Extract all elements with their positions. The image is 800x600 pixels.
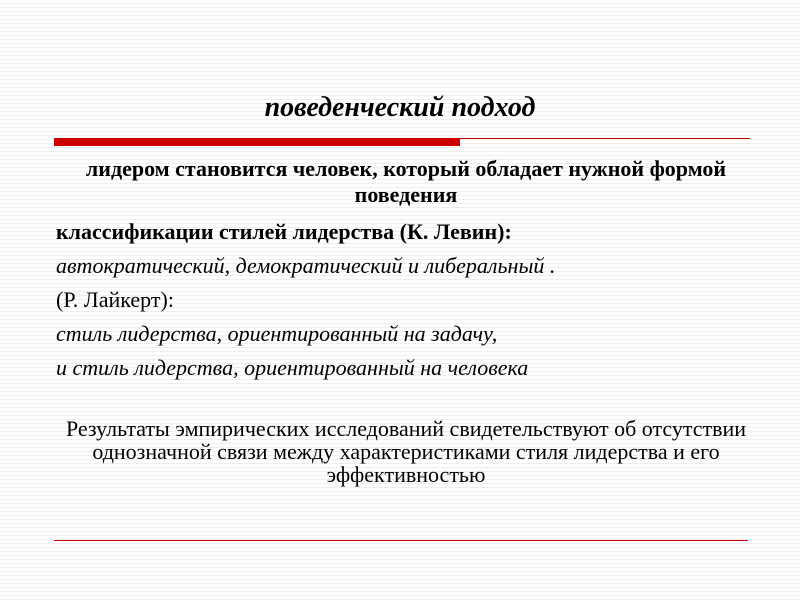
likert-heading: (Р. Лайкерт):	[56, 287, 174, 312]
definition-text: лидером становится человек, который обладает нужной формой поведения	[85, 156, 727, 207]
lewin-styles: автократический, демократический и либеральный .	[56, 253, 556, 278]
slide-body	[56, 152, 756, 486]
conclusion-text: Результаты эмпирических исследований свидетельствуют об отсутствии однозначной связи между характеристиками стиля лидерства и его эффективностью	[65, 416, 747, 487]
slide-title: поведенческий подход	[264, 92, 536, 123]
lewin-heading: классификации стилей лидерства (К. Левин):	[56, 219, 512, 244]
likert-style-task: стиль лидерства, ориентированный на задачу,	[56, 321, 498, 346]
title-underline-thin	[460, 138, 750, 139]
likert-style-person: и стиль лидерства, ориентированный на человека	[56, 355, 529, 380]
footer-rule	[54, 540, 748, 541]
title-underline-thick	[54, 138, 460, 146]
